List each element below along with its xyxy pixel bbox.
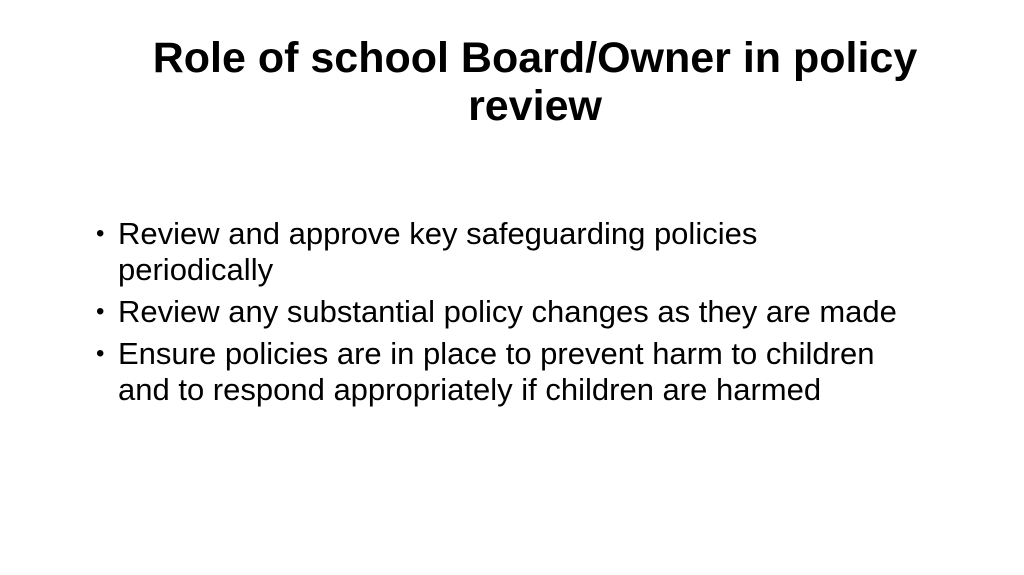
slide-title: Role of school Board/Owner in policy review — [152, 34, 918, 130]
bullet-text: Ensure policies are in place to prevent harm to children and to respond appropriately if children are harmed — [118, 336, 875, 407]
bullet-icon: • — [96, 220, 105, 247]
list-item — [96, 294, 916, 330]
list-item — [96, 216, 916, 288]
bullet-text: Review any substantial policy changes as they are made — [118, 294, 897, 329]
bullet-icon: • — [96, 298, 105, 325]
bullet-text: Review and approve key safeguarding policies periodically — [118, 216, 758, 287]
bullet-list — [96, 216, 916, 414]
bullet-icon: • — [96, 340, 105, 367]
list-item — [96, 336, 916, 408]
